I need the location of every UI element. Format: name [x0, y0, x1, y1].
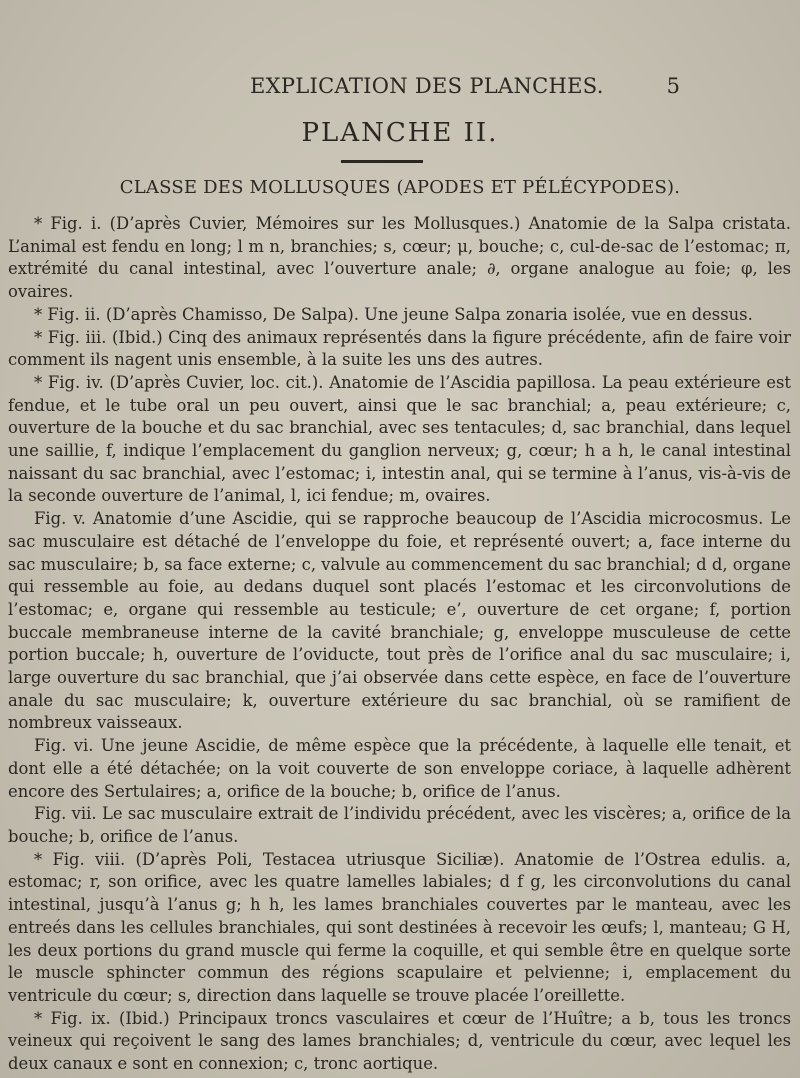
paragraph-fig-8: * Fig. viii. (D’après Poli, Testacea utriusque Siciliæ). Anatomie de l’Ostrea edulis. a, estomac; r, son orifice, avec les quatre lamelles labiales; d f g, les circonvolutions du canal intestinal, jusqu’à l’anus g; h h, les lames branchiales couvertes par le manteau, avec les entreés dans les cellules branchiales, qui sont destinées à recevoir les œufs; l, manteau; G H, les deux portions du grand muscle qui ferme la coquille, et qui semble être en quelque sorte le muscle sphincter commun des régions scapulaire et pelvienne; i, emplacement du ventricule du cœur; s, direction dans laquelle se trouve placée l’oreillette. — [8, 849, 791, 1005]
running-head: EXPLICATION DES PLANCHES. — [250, 74, 604, 98]
page-header — [250, 74, 680, 104]
class-heading: CLASSE DES MOLLUSQUES (APODES ET PÉLÉCYPODES). — [119, 177, 681, 198]
paragraph-fig-1: * Fig. i. (D’après Cuvier, Mémoires sur les Mollusques.) Anatomie de la Salpa cristata. L’animal est fendu en long; l m n, branchies; s, cœur; μ, bouche; c, cul-de-sac de l’estomac; π, extrémité du canal intestinal, avec l’ouverture anale; ∂, organe analogue au foie; φ, les ovaires. — [8, 214, 791, 302]
paragraph-fig-6: Fig. vi. Une jeune Ascidie, de même espèce que la précédente, à laquelle elle tenait, et dont elle a été détachée; on la voit couverte de son enveloppe coriace, à laquelle adhèrent encore des Sertulaires; a, orifice de la bouche; b, orifice de l’anus. — [8, 736, 791, 801]
plate-explanations — [8, 213, 791, 1076]
paragraph-fig-2: * Fig. ii. (D’après Chamisso, De Salpa). Une jeune Salpa zonaria isolée, vue en dessus. — [34, 304, 753, 324]
plate-title: PLANCHE II. — [301, 118, 499, 148]
page-number: 5 — [666, 74, 680, 98]
paragraph-fig-5: Fig. v. Anatomie d’une Ascidie, qui se rapproche beaucoup de l’Ascidia microcosmus. Le sac musculaire est détaché de l’enveloppe du foie, et représenté ouvert; a, face interne du sac musculaire; b, sa face externe; c, valvule au commencement du sac branchial; d d, organe qui ressemble au foie, au dedans duquel sont placés l’estomac et les circonvolutions de l’estomac; e, organe qui ressemble au testicule; e’, ouverture de cet organe; f, portion buccale membraneuse interne de la cavité branchiale; g, enveloppe musculeuse de cette portion buccale; h, ouverture de l’oviducte, tout près de l’orifice anal du sac musculaire; i, large ouverture du sac branchial, que j’ai observée dans cette espèce, en face de l’ouverture anale du sac musculaire; k, ouverture extérieure du sac branchial, où se ramifient de nombreux vaisseaux. — [8, 509, 791, 733]
paragraph-fig-7: Fig. vii. Le sac musculaire extrait de l’individu précédent, avec les viscères; a, orifice de la bouche; b, orifice de l’anus. — [8, 804, 791, 846]
paragraph-fig-9: * Fig. ix. (Ibid.) Principaux troncs vasculaires et cœur de l’Huître; a b, tous les troncs veineux qui reçoivent le sang des lames branchiales; d, ventricule du cœur, avec lequel les deux canaux e sont en connexion; c, tronc aortique. — [8, 1008, 791, 1074]
paragraph-fig-4: * Fig. iv. (D’après Cuvier, loc. cit.). Anatomie de l’Ascidia papillosa. La peau extérieure est fendue, et le tube oral un peu ouvert, ainsi que le sac branchial; a, peau extérieure; c, ouverture de la bouche et du sac branchial, avec ses tentacules; d, sac branchial, dans lequel une saillie, f, indique l’emplacement du ganglion nerveux; g, cœur; h a h, le canal intestinal naissant du sac branchial, avec l’estomac; i, intestin anal, qui se termine à l’anus, vis-à-vis de la seconde ouverture de l’animal, l, ici fendue; m, ovaires. — [8, 372, 791, 506]
title-rule — [341, 160, 423, 163]
paragraph-fig-3: * Fig. iii. (Ibid.) Cinq des animaux représentés dans la figure précédente, afin de faire voir comment ils nagent unis ensemble, à la suite les uns des autres. — [8, 327, 791, 370]
